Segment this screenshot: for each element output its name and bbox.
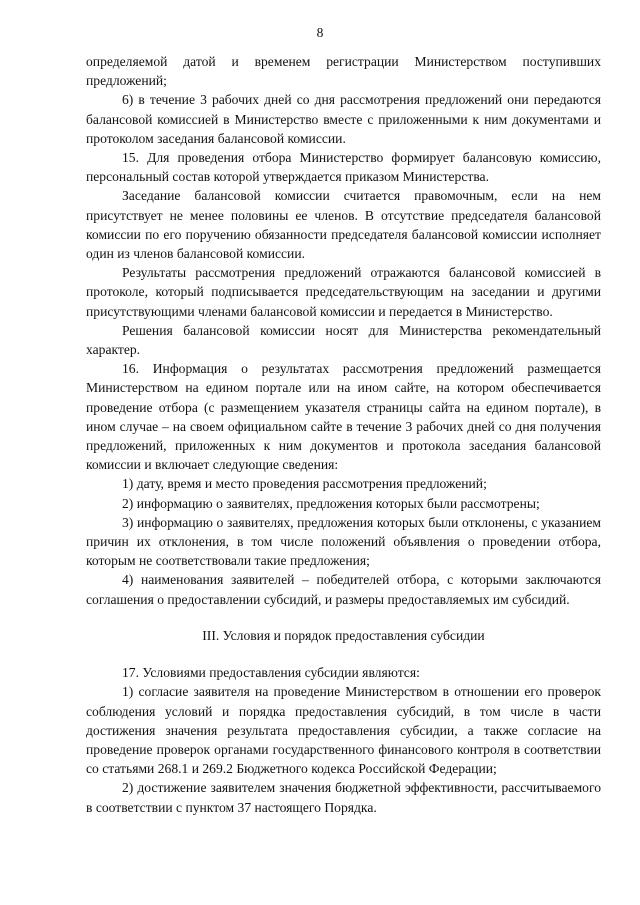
- paragraph-continuation: определяемой датой и временем регистрации Министерством поступивших предложений;: [86, 54, 601, 89]
- document-body: [86, 52, 601, 817]
- list-item: 1) дату, время и место проведения рассмотрения предложений;: [122, 476, 487, 492]
- paragraph: 6) в течение 3 рабочих дней со дня рассмотрения предложений они передаются балансовой комиссией в Министерство вместе с приложенными к ним документами и протоколом заседания балансовой комиссии.: [86, 92, 601, 146]
- paragraph: Решения балансовой комиссии носят для Министерства рекомендательный характер.: [86, 322, 601, 358]
- paragraph: Результаты рассмотрения предложений отражаются балансовой комиссией в протоколе, который подписывается председательствующим на заседании и другими присутствующими членами балансовой комиссии и передается в Министерство.: [86, 265, 601, 319]
- paragraph: 16. Информация о результатах рассмотрения предложений размещается Министерством на едином портале или на ином сайте, на котором обеспечивается проведение отбора (с размещением указателя страницы сайта на едином портале), в ином случае – на своем официальном сайте в течение 3 рабочих дней со дня получения предложений, приложенных к ним документов и протокола заседания балансовой комиссии и включает следующие сведения:: [86, 361, 601, 473]
- section-heading: III. Условия и порядок предоставления субсидии: [202, 627, 485, 643]
- paragraph: Заседание балансовой комиссии считается правомочным, если на нем присутствует не менее половины ее членов. В отсутствие председателя балансовой комиссии по его поручению обязанности председателя балансовой комиссии исполняет один из членов балансовой комиссии.: [86, 188, 601, 262]
- list-item: 1) согласие заявителя на проведение Министерством в отношении его проверок соблюдения условий и порядка предоставления субсидий, в том числе в части достижения значения результата предоставления субсидии, а также согласие на проведение проверок органами государственного финансового контроля в соответствии со статьями 268.1 и 269.2 Бюджетного кодекса Российской Федерации;: [86, 684, 601, 777]
- paragraph: 17. Условиями предоставления субсидии являются:: [122, 665, 420, 681]
- list-item: 3) информацию о заявителях, предложения которых были отклонены, с указанием причин их отклонения, в том числе положений объявления о проведении отбора, которым не соответствовали такие предложения;: [86, 514, 601, 569]
- list-item: 2) информацию о заявителях, предложения которых были рассмотрены;: [122, 495, 540, 511]
- list-item: 4) наименования заявителей – победителей отбора, с которыми заключаются соглашения о предоставлении субсидий, и размеры предоставляемых им субсидий.: [86, 572, 601, 607]
- page-number: 8: [316, 25, 324, 40]
- list-item: 2) достижение заявителем значения бюджетной эффективности, рассчитываемого в соответствии с пунктом 37 настоящего Порядка.: [86, 780, 601, 815]
- paragraph: 15. Для проведения отбора Министерство формирует балансовую комиссию, персональный состав которой утверждается приказом Министерства.: [86, 150, 601, 185]
